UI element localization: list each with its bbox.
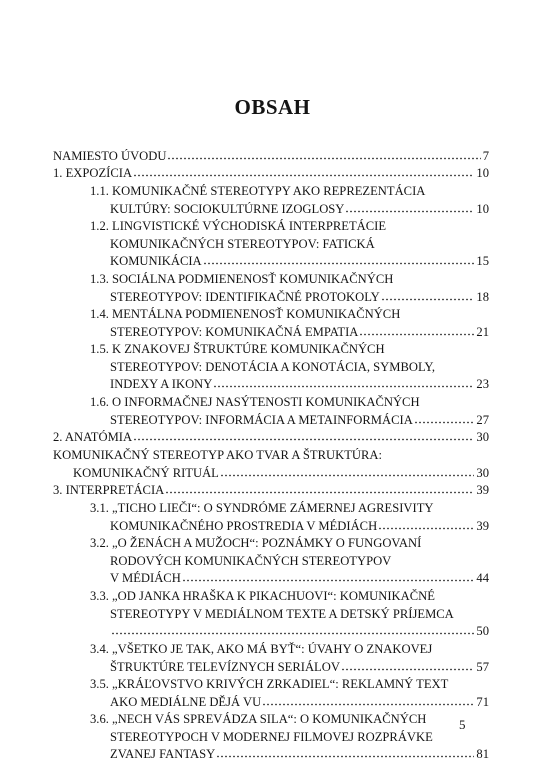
toc-entry-line: KOMUNIKAČNÝ STEREOTYP AKO TVAR A ŠTRUKTÚRA:: [53, 448, 382, 462]
toc-entry: [53, 447, 489, 482]
toc-entry-line: 3. INTERPRETÁCIA: [53, 483, 165, 497]
toc-entry-line: 2. ANATÓMIA: [53, 430, 133, 444]
toc-entry-line: 3.4. „VŠETKO JE TAK, AKO MÁ BYŤ“: ÚVAHY O ZNAKOVEJ: [90, 642, 433, 656]
toc-entry-line: 1.4. MENTÁLNA PODMIENENOSŤ KOMUNIKAČNÝCH: [90, 307, 401, 321]
toc-entry: [90, 641, 489, 676]
toc-entry-line: STEREOTYPY V MEDIÁLNOM TEXTE A DETSKÝ PRÍJEMCA: [110, 606, 454, 621]
toc-entry: [90, 394, 489, 429]
dot-leader: [216, 747, 474, 758]
toc-entry-line: 3.5. „KRÁĽOVSTVO KRIVÝCH ZRKADIEL“: REKLAMNÝ TEXT: [90, 677, 449, 691]
toc-page-number: 39: [476, 483, 489, 497]
dot-leader: [213, 377, 474, 388]
toc-entry-line: STEREOTYPOV: INFORMÁCIA A METAINFORMÁCIA: [110, 412, 413, 427]
dot-leader: [345, 202, 474, 213]
dot-leader: [165, 483, 474, 494]
dot-leader: [378, 519, 474, 530]
toc-page-number: 30: [476, 465, 489, 480]
toc-entry-line: 3.2. „O ŽENÁCH A MUŽOCH“: POZNÁMKY O FUNGOVANÍ: [90, 536, 422, 550]
toc-page-number: 23: [476, 377, 489, 391]
toc-page-number: 44: [476, 571, 489, 585]
toc-entry-line: KULTÚRY: SOCIOKULTÚRNE IZOGLOSY: [110, 201, 345, 216]
toc-entry-line: ŠTRUKTÚRE TELEVÍZNYCH SERIÁLOV: [110, 659, 340, 674]
toc-page-number: 71: [476, 694, 489, 709]
dot-leader: [133, 430, 474, 441]
toc-entry-line: 1.1. KOMUNIKAČNÉ STEREOTYPY AKO REPREZENTÁCIA: [90, 184, 426, 198]
toc-entry-line: 1.2. LINGVISTICKÉ VÝCHODISKÁ INTERPRETÁCIE: [90, 219, 387, 233]
dot-leader: [167, 149, 480, 160]
toc-entry-line: 3.6. „NECH VÁS SPREVÁDZA SILA“: O KOMUNIKAČNÝCH: [90, 712, 427, 726]
toc-entry-line: 3.1. „TICHO LIEČI“: O SYNDRÓME ZÁMERNEJ AGRESIVITY: [90, 501, 434, 515]
toc-page-number: 57: [476, 659, 489, 674]
toc-entry: [90, 588, 489, 641]
toc-entry-line: RODOVÝCH KOMUNIKAČNÝCH STEREOTYPOV: [110, 553, 392, 568]
toc-page-number: 18: [476, 289, 489, 304]
toc-entry: [90, 535, 489, 588]
toc-page-number: 21: [476, 324, 489, 339]
toc-entry-line: ZVANEJ FANTASY: [110, 747, 216, 761]
toc-entry-line: 1.5. K ZNAKOVEJ ŠTRUKTÚRE KOMUNIKAČNÝCH: [90, 342, 385, 356]
dot-leader: [359, 325, 474, 336]
toc-entry: [90, 341, 489, 394]
toc-entry: [53, 482, 489, 500]
toc-entry: [90, 306, 489, 341]
toc-entry: [90, 218, 489, 271]
toc-entry: [90, 183, 489, 218]
toc-page-number: 15: [476, 254, 489, 268]
dot-leader: [133, 166, 474, 177]
toc-page-number: 30: [476, 430, 489, 444]
toc-entry: [90, 500, 489, 535]
toc-entry: [53, 165, 489, 183]
toc-entry-line: AKO MEDIÁLNE DĚJÁ VU: [110, 694, 262, 709]
toc-page-number: 39: [476, 518, 489, 533]
toc-page-number: 50: [476, 624, 489, 638]
toc-entry-line: INDEXY A IKONY: [110, 377, 213, 391]
toc-entry-line: KOMUNIKÁCIA: [110, 254, 202, 268]
toc-page-number: 10: [476, 166, 489, 180]
toc-entry-line: STEREOTYPOV: DENOTÁCIA A KONOTÁCIA, SYMBOLY,: [110, 359, 436, 374]
toc-entry-line: 1.3. SOCIÁLNA PODMIENENOSŤ KOMUNIKAČNÝCH: [90, 272, 394, 286]
dot-leader: [182, 571, 475, 582]
toc-entry: [90, 711, 489, 764]
toc-entry-line: STEREOTYPOV: IDENTIFIKAČNÉ PROTOKOLY: [110, 289, 380, 304]
toc-entry-line: 1.6. O INFORMAČNEJ NASÝTENOSTI KOMUNIKAČNÝCH: [90, 395, 420, 409]
toc-entry-line: NAMIESTO ÚVODU: [53, 149, 167, 163]
toc-entry: [53, 429, 489, 447]
dot-leader: [203, 254, 475, 265]
toc-page-number: 27: [476, 412, 489, 427]
page-title: OBSAH: [234, 95, 311, 119]
dot-leader: [111, 624, 474, 635]
toc-entry-line: STEREOTYPOCH V MODERNEJ FILMOVEJ ROZPRÁVKE: [110, 729, 433, 744]
toc-entry-line: V MÉDIÁCH: [110, 571, 181, 585]
toc-entry-line: 1. EXPOZÍCIA: [53, 166, 133, 180]
toc-entry: [53, 148, 489, 166]
toc-entry-line: KOMUNIKAČNÝ RITUÁL: [73, 465, 219, 480]
toc-entry-line: 3.3. „OD JANKA HRAŠKA K PIKACHUOVI“: KOMUNIKAČNÉ: [90, 589, 435, 603]
page-number: 5: [459, 717, 466, 732]
dot-leader: [414, 413, 475, 424]
toc-entry-line: STEREOTYPOV: KOMUNIKAČNÁ EMPATIA: [110, 324, 359, 339]
toc-page-number: 10: [476, 201, 489, 216]
dot-leader: [381, 290, 475, 301]
dot-leader: [220, 466, 475, 477]
toc-entry: [90, 676, 489, 711]
toc-entry-line: KOMUNIKAČNÉHO PROSTREDIA V MÉDIÁCH: [110, 518, 378, 533]
toc-page-number: 7: [482, 149, 489, 163]
dot-leader: [262, 695, 474, 706]
toc-entry-line: KOMUNIKAČNÝCH STEREOTYPOV: FATICKÁ: [110, 236, 375, 251]
dot-leader: [341, 660, 474, 671]
toc-entry: [90, 271, 489, 306]
toc-page-number: 81: [476, 747, 489, 761]
